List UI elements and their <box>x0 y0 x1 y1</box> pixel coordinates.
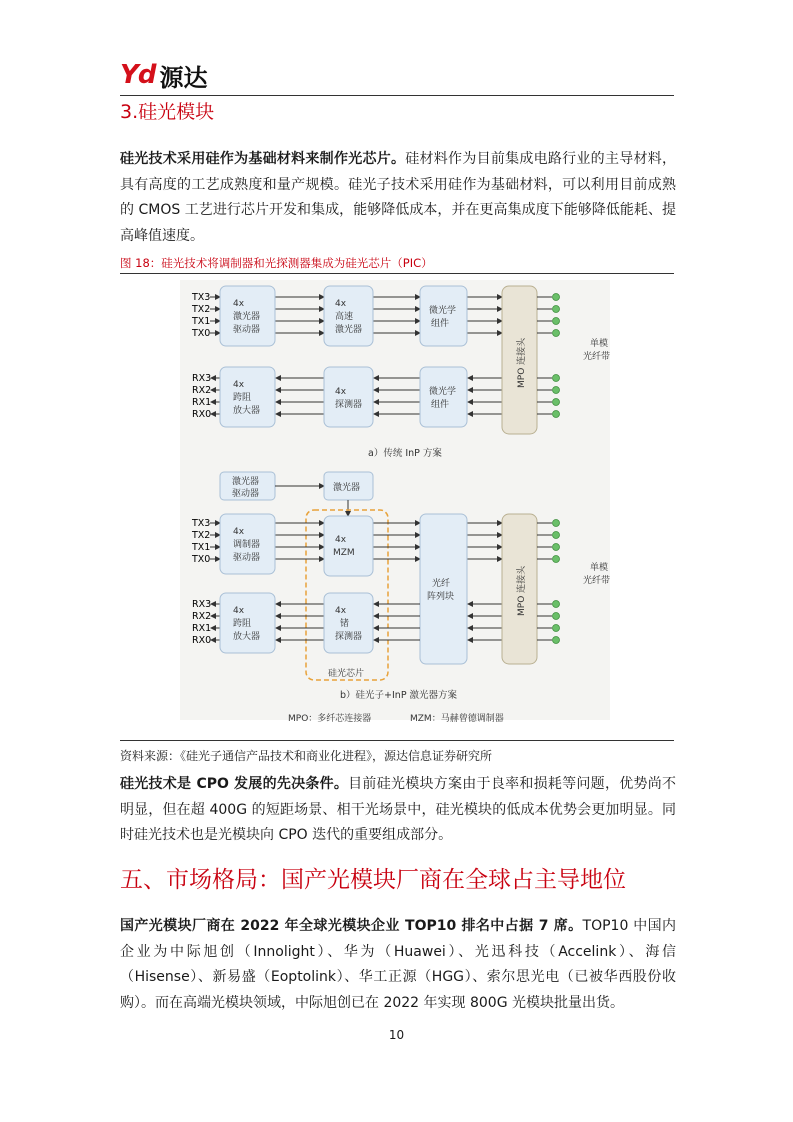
a-fiber-l2: 光纤带 <box>583 352 611 362</box>
a-tia-l2: 跨阻 <box>233 393 252 403</box>
page-number: 10 <box>388 1028 405 1042</box>
a-optics-rx-l1: 微光学 <box>429 387 457 397</box>
paragraph-1-body: 硅材料作为目前集成电路行业的主导材料，具有高度的工艺成熟度和量产规模。硅光子技术采用硅作为基础材料，可以利用目前成熟的 CMOS 工艺进行芯片开发和集成，能够降低成本，并在更高集成度下能够降低能耗、提高峰值速度。 <box>120 151 677 244</box>
b-ge-l2: 锗 <box>340 619 350 629</box>
b-fiber-array-box <box>420 514 467 664</box>
a-fiber-l1: 单模 <box>590 339 609 349</box>
a-det-l2: 探测器 <box>335 400 363 410</box>
header-rule <box>120 95 674 96</box>
a-det-l1: 4x <box>335 387 347 397</box>
a-optics-rx-l2: 组件 <box>431 400 450 410</box>
a-tx0: TX0 <box>192 328 211 339</box>
logo <box>120 58 207 92</box>
b-tx3: TX3 <box>192 518 211 529</box>
a-optics-tx-l2: 组件 <box>431 319 450 329</box>
b-tx1: TX1 <box>192 542 211 553</box>
b-fiber-l1: 单模 <box>590 563 609 573</box>
a-rx3: RX3 <box>192 373 212 384</box>
a-tx-labels <box>191 292 210 339</box>
figure-diagram <box>120 276 674 738</box>
a-tx3: TX3 <box>192 292 211 303</box>
b-rx-labels <box>192 599 211 646</box>
a-rx2: RX2 <box>192 385 212 396</box>
legend-mpo: MPO：多纤芯连接器 <box>288 714 372 724</box>
b-fa-l2: 阵列块 <box>427 592 455 602</box>
a-rx-labels <box>192 373 211 420</box>
section-3-title: 3.硅光模块 <box>120 101 215 123</box>
paragraph-2 <box>120 772 676 849</box>
b-rx3: RX3 <box>192 599 212 610</box>
b-tia-l1: 4x <box>233 606 245 616</box>
a-tia-l3: 放大器 <box>233 406 261 416</box>
a-optics-tx-box <box>420 286 467 346</box>
b-ld-l2: 驱动器 <box>232 489 260 499</box>
a-mpo-label: MPO 连接头 <box>517 337 527 388</box>
a-tx1: TX1 <box>192 316 211 327</box>
a-optics-rx-box <box>420 367 467 427</box>
a-driver-l1: 4x <box>233 299 245 309</box>
b-fa-l1: 光纤 <box>432 579 451 589</box>
paragraph-1-lead: 硅光技术采用硅作为基础材料来制作光芯片。 <box>120 151 406 167</box>
b-mzm-box <box>324 516 373 576</box>
figure-top-rule <box>120 273 674 274</box>
b-md-l2: 调制器 <box>233 540 261 550</box>
paragraph-3-lead: 国产光模块厂商在 2022 年全球光模块企业 TOP10 排名中占据 7 席。 <box>120 918 583 934</box>
b-ld-l1: 激光器 <box>232 477 260 487</box>
b-laser-label: 激光器 <box>333 483 361 493</box>
figure-bottom-rule <box>120 740 674 741</box>
b-md-l1: 4x <box>233 527 245 537</box>
a-tia-l1: 4x <box>233 380 245 390</box>
section-5-title: 五、市场格局：国产光模块厂商在全球占主导地位 <box>120 867 626 893</box>
b-mzm-l1: 4x <box>335 535 347 545</box>
paragraph-3 <box>120 914 676 1016</box>
a-detector-box <box>324 367 373 427</box>
b-tia-l3: 放大器 <box>233 632 261 642</box>
logo-cn: 源达 <box>159 63 208 92</box>
a-laser-l2: 高速 <box>335 312 354 322</box>
paragraph-3-body: TOP10 中国内企业为中际旭创（Innolight）、华为（Huawei）、光迅科技（Accelink）、海信（Hisense）、新易盛（Eoptolink）、华工正源（HGG）、索尔思光电（已被华西股份收购）。而在高端光模块领域，中际旭创已在 2022 年实现 800G 光模块批量出货。 <box>120 918 676 1011</box>
a-laser-l1: 4x <box>335 299 347 309</box>
a-optics-tx-l1: 微光学 <box>429 306 457 316</box>
b-tia-l2: 跨阻 <box>233 619 252 629</box>
figure-caption: 图 18：硅光技术将调制器和光探测器集成为硅光芯片（PIC） <box>120 256 433 270</box>
b-md-l3: 驱动器 <box>233 553 261 563</box>
figure-source: 资料来源：《硅光子通信产品技术和商业化进程》，源达信息证券研究所 <box>120 749 493 763</box>
b-rx2: RX2 <box>192 611 212 622</box>
paragraph-2-body: 目前硅光模块方案由于良率和损耗等问题，优势尚不明显，但在超 400G 的短距场景、相干光场景中，硅光模块的低成本优势会更加明显。同时硅光技术也是光模块向 CPO 迭代的重要组成部分。 <box>120 776 677 843</box>
b-tx0: TX0 <box>192 554 211 565</box>
b-caption: b）硅光子+InP 激光器方案 <box>340 690 458 701</box>
b-chip-label: 硅光芯片 <box>328 669 365 679</box>
b-mzm-l2: MZM <box>333 548 355 558</box>
b-fiber-l2: 光纤带 <box>583 576 611 586</box>
paragraph-1 <box>120 147 676 249</box>
a-driver-l3: 驱动器 <box>233 325 261 335</box>
b-tx-labels <box>191 518 210 565</box>
b-mpo-label: MPO 连接头 <box>517 565 527 616</box>
a-rx0: RX0 <box>192 409 212 420</box>
legend-mzm: MZM：马赫曾德调制器 <box>410 714 504 724</box>
paragraph-2-lead: 硅光技术是 CPO 发展的先决条件。 <box>120 776 349 792</box>
b-rx0: RX0 <box>192 635 212 646</box>
b-ge-l1: 4x <box>335 606 347 616</box>
a-laser-l3: 激光器 <box>335 325 363 335</box>
a-rx1: RX1 <box>192 397 212 408</box>
a-caption: a）传统 InP 方案 <box>368 448 442 459</box>
b-ge-l3: 探测器 <box>335 632 363 642</box>
a-driver-l2: 激光器 <box>233 312 261 322</box>
a-tx2: TX2 <box>192 304 211 315</box>
logo-latin: Yd <box>120 60 156 90</box>
b-rx1: RX1 <box>192 623 212 634</box>
b-tx2: TX2 <box>192 530 211 541</box>
